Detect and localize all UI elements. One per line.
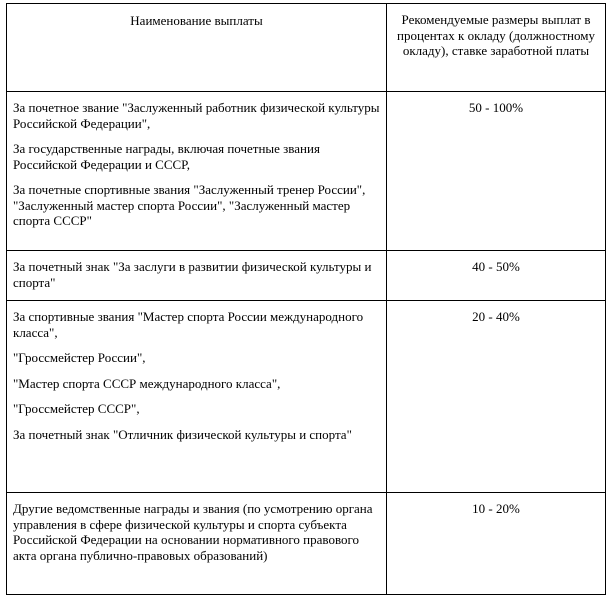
payment-name-item: За почетное звание "Заслуженный работник физической культуры Российской Федерации", [13,100,380,131]
header-payment-rate: Рекомендуемые размеры выплат в процентах к окладу (должностному окладу), ставке заработной платы [387,4,606,92]
table-row [7,493,606,595]
payment-rate-cell: 20 - 40% [387,301,606,493]
payment-name-cell [7,493,387,595]
payment-rate-cell: 10 - 20% [387,493,606,595]
payment-name-item: За почетный знак "За заслуги в развитии физической культуры и спорта" [13,259,372,290]
table-row [7,251,606,301]
payments-table [6,3,606,595]
payment-name-item: "Гроссмейстер России", [13,350,146,365]
payment-name-item: Другие ведомственные награды и звания (по усмотрению органа управления в сфере физической культуры и спорта субъекта Российской Федерации на основании нормативного правового акта органа публично-правовых образований) [13,501,373,563]
payment-name-cell [7,301,387,493]
payment-name-item: "Гроссмейстер СССР", [13,401,140,416]
payment-rate-cell: 50 - 100% [387,92,606,251]
payment-name-item: За государственные награды, включая почетные звания Российской Федерации и СССР, [13,141,320,172]
table-row [7,301,606,493]
payment-name-cell [7,251,387,301]
payment-name-item: "Мастер спорта СССР международного класса", [13,375,281,391]
table-header-row [7,4,606,92]
payment-rate-cell: 40 - 50% [387,251,606,301]
payment-name-item: За почетные спортивные звания "Заслуженный тренер России", "Заслуженный мастер спорта России", "Заслуженный мастер спорта СССР" [13,182,366,228]
payment-name-item: За почетный знак "Отличник физической культуры и спорта" [13,426,352,442]
payment-name-cell [7,92,387,251]
payment-name-item: За спортивные звания "Мастер спорта России международного класса", [13,309,364,340]
table-row [7,92,606,251]
header-payment-name: Наименование выплаты [7,4,387,92]
